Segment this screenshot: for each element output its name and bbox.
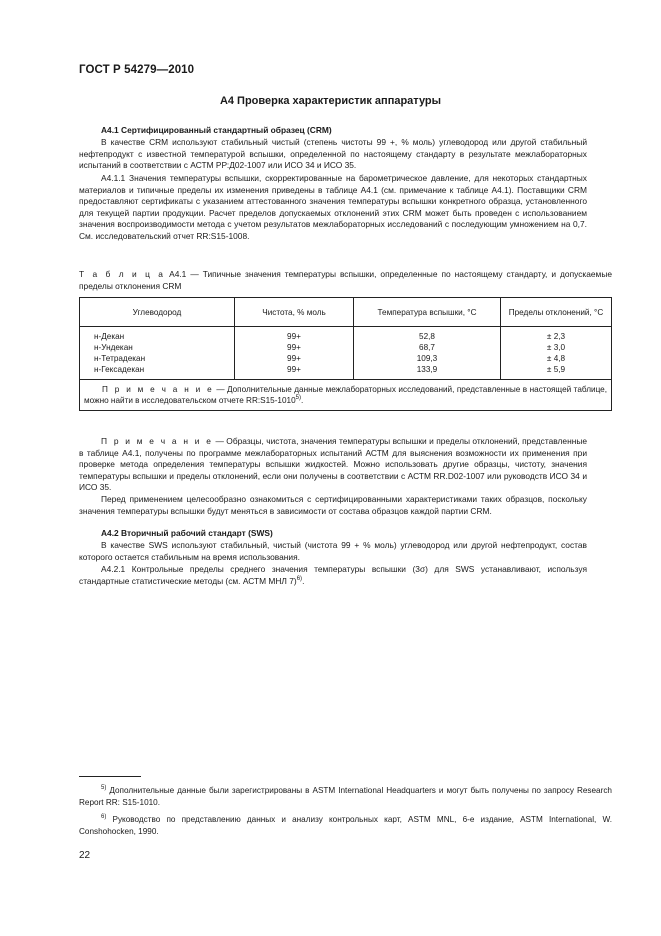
- cell-purity: 99+: [235, 342, 354, 353]
- table-header-row: [80, 298, 612, 327]
- col-header-purity: Чистота, % моль: [235, 298, 354, 327]
- cell-purity: 99+: [235, 364, 354, 380]
- cell-flash-point: 133,9: [354, 364, 501, 380]
- note-label: П р и м е ч а н и е: [101, 436, 214, 446]
- col-header-hydrocarbon: Углеводород: [80, 298, 235, 327]
- cell-flash-point: 68,7: [354, 342, 501, 353]
- col-header-flash-point: Температура вспышки, °С: [354, 298, 501, 327]
- cell-flash-point: 109,3: [354, 353, 501, 364]
- cell-hydrocarbon: н-Декан: [80, 327, 235, 343]
- a421-text: А4.2.1 Контрольные пределы среднего значения температуры вспышки (3σ) для SWS устанавливают, используя стандартные статистические методы (см. АСТМ МНЛ 7): [79, 564, 587, 586]
- footnote-6: [79, 814, 612, 838]
- footnote-divider: [79, 776, 141, 777]
- table-row: [80, 364, 612, 380]
- table-row: [80, 342, 612, 353]
- a421-footnote-ref: 6): [296, 575, 303, 582]
- table-row: [80, 353, 612, 364]
- table-note-footnote-ref: 5): [295, 395, 301, 402]
- table-caption-text: А4.1 — Типичные значения температуры вспышки, определенные по настоящему стандарту, и допускаемые пределы отклонения CRM: [79, 269, 612, 291]
- cell-purity: 99+: [235, 327, 354, 343]
- table-note: [80, 380, 612, 411]
- table-caption-label: Т а б л и ц а: [79, 269, 166, 279]
- a41-paragraph: В качестве CRM используют стабильный чистый (степень чистоты 99 +, % моль) углеводород или другой стабильный нефтепродукт с известной температурой вспышки, определенной по настоящему стандарту в результате межлабораторных испытаний в соответствии с АСТМ РР:Д02-1007 или ИСО 34 и ИСО 35.: [79, 137, 587, 171]
- cell-hydrocarbon: н-Ундекан: [80, 342, 235, 353]
- subsection-a41-heading: [79, 125, 587, 137]
- footnote-mark: 5): [101, 785, 107, 791]
- table-note-end: .: [300, 396, 304, 406]
- cell-hydrocarbon: н-Гексадекан: [80, 364, 235, 380]
- a42-paragraph: В качестве SWS используют стабильный, чистый (чистота 99 + % моль) углеводород или другой нефтепродукт, состав которого остается стабильным на время использования.: [79, 540, 587, 562]
- document-header: ГОСТ Р 54279—2010: [79, 64, 195, 76]
- page-number: 22: [79, 850, 91, 861]
- flash-point-table: [79, 297, 612, 411]
- a411-paragraph: А4.1.1 Значения температуры вспышки, скорректированные на барометрическое давление, для некоторых стандартных материалов и типичные пределы их изменения приведены в таблице А4.1 (см. примечание к таблице А4.1). Поставщики CRM предоставляют сертификаты с указанием аттестованного значения температуры вспышки конкретного образца, установленного для текущей партии продукции. Расчет пределов допускаемых отклонений этих CRM может быть проведен с использованием значения воспроизводимости метода с учетом результатов межлабораторных исследований с последующим умножением на 0,7. См. исследовательский отчет RR:S15-1008.: [79, 173, 587, 241]
- table-note-text: — Дополнительные данные межлабораторных исследований, представленные в настоящей таблице, можно найти в исследовательском отчете RR:S15-1010: [84, 385, 607, 406]
- cell-limit: ± 2,3: [501, 327, 612, 343]
- col-header-limits: Пределы отклонений, °С: [501, 298, 612, 327]
- cell-hydrocarbon: н-Тетрадекан: [80, 353, 235, 364]
- a421-end: .: [302, 575, 305, 586]
- footnote-text: Руководство по представлению данных и анализу контрольных карт, ASTM MNL, 6-е издание, ASTM International, W. Conshohocken, 1990.: [79, 815, 612, 836]
- cell-limit: ± 4,8: [501, 353, 612, 364]
- footnote-5: [79, 785, 612, 809]
- a41-heading-text: А4.1 Сертифицированный стандартный образец (CRM): [101, 125, 332, 135]
- table-caption: [79, 269, 612, 292]
- table-note-row: [80, 380, 612, 411]
- section-title: А4 Проверка характеристик аппаратуры: [219, 95, 442, 107]
- a421-paragraph: [79, 564, 587, 587]
- cell-flash-point: 52,8: [354, 327, 501, 343]
- cell-limit: ± 5,9: [501, 364, 612, 380]
- subsection-a42-heading: [79, 528, 587, 540]
- a42-heading-text: А4.2 Вторичный рабочий стандарт (SWS): [101, 528, 273, 538]
- table-row: [80, 327, 612, 343]
- table-note-label: П р и м е ч а н и е: [102, 385, 214, 394]
- footnote-text: Дополнительные данные были зарегистрированы в ASTM International Headquarters и могут быть получены по запросу Research Report RR: S15-1010.: [79, 786, 612, 807]
- cell-limit: ± 3,0: [501, 342, 612, 353]
- note-text: — Образцы, чистота, значения температуры вспышки и пределы отклонений, представленные в таблице А4.1, получены по программе межлабораторных испытаний АСТМ для выяснения возможности их применения при проверке метода определения температуры вспышки жидкостей. Можно использовать другие образцы, чистоту, значения температуры вспышки и пределы отклонений, если они получены в соответствии с АСТМ RR.D02-1007 или руководств ИСО 34 и ИСО 35.: [79, 436, 587, 493]
- cell-purity: 99+: [235, 353, 354, 364]
- paragraph-before-use: Перед применением целесообразно ознакомиться с сертифицированными характеристиками таких образцов, поскольку значения температуры вспышки будут меняться в зависимости от состава образцов каждой партии CRM.: [79, 494, 587, 516]
- footnote-mark: 6): [101, 814, 107, 820]
- note-paragraph: [79, 436, 587, 494]
